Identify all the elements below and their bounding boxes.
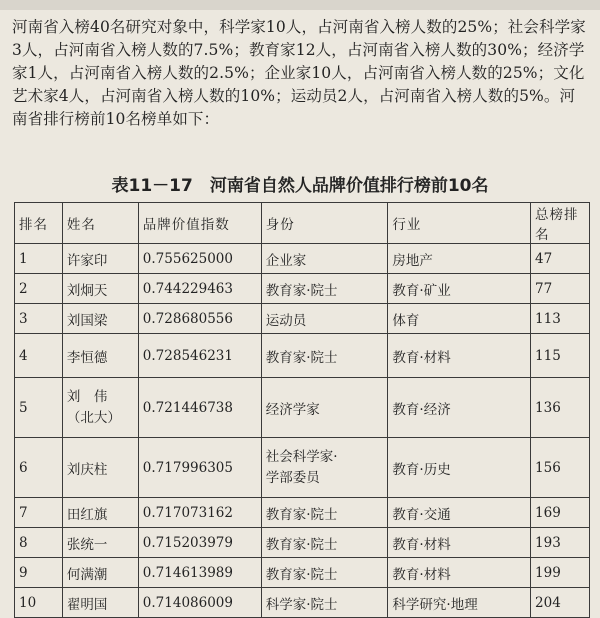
cell-index: 0.728546231 xyxy=(138,334,261,378)
cell-identity-line1: 社会科学家· xyxy=(265,448,338,465)
cell-index: 0.744229463 xyxy=(138,274,261,304)
cell-index: 0.715203979 xyxy=(138,528,261,558)
cell-index: 0.717996305 xyxy=(138,438,261,498)
header-name: 姓名 xyxy=(62,203,138,244)
header-identity: 身份 xyxy=(261,203,388,244)
cell-total: 115 xyxy=(531,334,590,378)
cell-total: 136 xyxy=(531,378,590,438)
cell-name: 许家印 xyxy=(62,244,138,274)
cell-rank: 5 xyxy=(15,378,63,438)
cell-identity: 运动员 xyxy=(261,304,388,334)
cell-name: 刘庆柱 xyxy=(62,438,138,498)
page-top-edge xyxy=(0,0,600,10)
table-row xyxy=(15,588,590,618)
cell-rank: 4 xyxy=(15,334,63,378)
cell-name: 李恒德 xyxy=(62,334,138,378)
table-row xyxy=(15,528,590,558)
header-rank: 排名 xyxy=(15,203,63,244)
header-total-rank: 总榜排名 xyxy=(531,203,590,244)
cell-rank: 2 xyxy=(15,274,63,304)
cell-rank: 1 xyxy=(15,244,63,274)
cell-index: 0.714613989 xyxy=(138,558,261,588)
cell-identity-line2: 学部委员 xyxy=(265,469,320,486)
cell-total: 193 xyxy=(531,528,590,558)
table-caption: 表11－17 河南省自然人品牌价值排行榜前10名 xyxy=(111,176,489,196)
cell-name: 张统一 xyxy=(62,528,138,558)
cell-identity xyxy=(261,438,388,498)
cell-index: 0.755625000 xyxy=(138,244,261,274)
cell-name: 刘炯天 xyxy=(62,274,138,304)
cell-index: 0.717073162 xyxy=(138,498,261,528)
cell-total: 204 xyxy=(531,588,590,618)
cell-rank: 9 xyxy=(15,558,63,588)
table-row xyxy=(15,304,590,334)
cell-index: 0.721446738 xyxy=(138,378,261,438)
cell-identity: 教育家·院士 xyxy=(261,498,388,528)
header-brand-index: 品牌价值指数 xyxy=(138,203,261,244)
cell-identity: 经济学家 xyxy=(261,378,388,438)
cell-identity: 科学家·院士 xyxy=(261,588,388,618)
cell-rank: 10 xyxy=(15,588,63,618)
table-row xyxy=(15,558,590,588)
cell-identity: 企业家 xyxy=(261,244,388,274)
cell-total: 77 xyxy=(531,274,590,304)
cell-index: 0.728680556 xyxy=(138,304,261,334)
cell-industry: 教育·矿业 xyxy=(388,274,531,304)
header-industry: 行业 xyxy=(388,203,531,244)
cell-name-line1: 刘 伟 xyxy=(66,388,108,405)
cell-total: 156 xyxy=(531,438,590,498)
cell-name xyxy=(62,378,138,438)
cell-total: 47 xyxy=(531,244,590,274)
cell-rank: 3 xyxy=(15,304,63,334)
cell-industry: 教育·材料 xyxy=(388,334,531,378)
table-header-row xyxy=(15,203,590,244)
cell-industry: 体育 xyxy=(388,304,531,334)
table-row xyxy=(15,244,590,274)
cell-industry: 教育·材料 xyxy=(388,558,531,588)
cell-identity: 教育家·院士 xyxy=(261,528,388,558)
cell-total: 113 xyxy=(531,304,590,334)
cell-rank: 7 xyxy=(15,498,63,528)
cell-rank: 8 xyxy=(15,528,63,558)
table-row xyxy=(15,438,590,498)
cell-name-line2: （北大） xyxy=(66,409,121,426)
cell-name: 刘国梁 xyxy=(62,304,138,334)
cell-name: 翟明国 xyxy=(62,588,138,618)
cell-industry: 房地产 xyxy=(388,244,531,274)
cell-total: 199 xyxy=(531,558,590,588)
cell-industry: 教育·经济 xyxy=(388,378,531,438)
ranking-table xyxy=(14,202,590,618)
cell-total: 169 xyxy=(531,498,590,528)
cell-index: 0.714086009 xyxy=(138,588,261,618)
table-row xyxy=(15,378,590,438)
cell-rank: 6 xyxy=(15,438,63,498)
cell-industry: 教育·交通 xyxy=(388,498,531,528)
cell-industry: 科学研究·地理 xyxy=(388,588,531,618)
cell-identity: 教育家·院士 xyxy=(261,558,388,588)
cell-industry: 教育·材料 xyxy=(388,528,531,558)
cell-identity: 教育家·院士 xyxy=(261,274,388,304)
cell-name: 何满潮 xyxy=(62,558,138,588)
table-row xyxy=(15,498,590,528)
table-row xyxy=(15,334,590,378)
cell-industry: 教育·历史 xyxy=(388,438,531,498)
table-row xyxy=(15,274,590,304)
cell-name: 田红旗 xyxy=(62,498,138,528)
cell-identity: 教育家·院士 xyxy=(261,334,388,378)
body-paragraph: 河南省入榜40名研究对象中，科学家10人，占河南省入榜人数的25%；社会科学家3人，占河南省入榜人数的7.5%；教育家12人，占河南省入榜人数的30%；经济学家1人，占河南省入榜人数的2.5%；企业家10人，占河南省入榜人数的25%；文化艺术家4人，占河南省入榜人数的10%；运动员2人，占河南省入榜人数的5%。河南省排行榜前10名榜单如下： xyxy=(12,18,586,128)
